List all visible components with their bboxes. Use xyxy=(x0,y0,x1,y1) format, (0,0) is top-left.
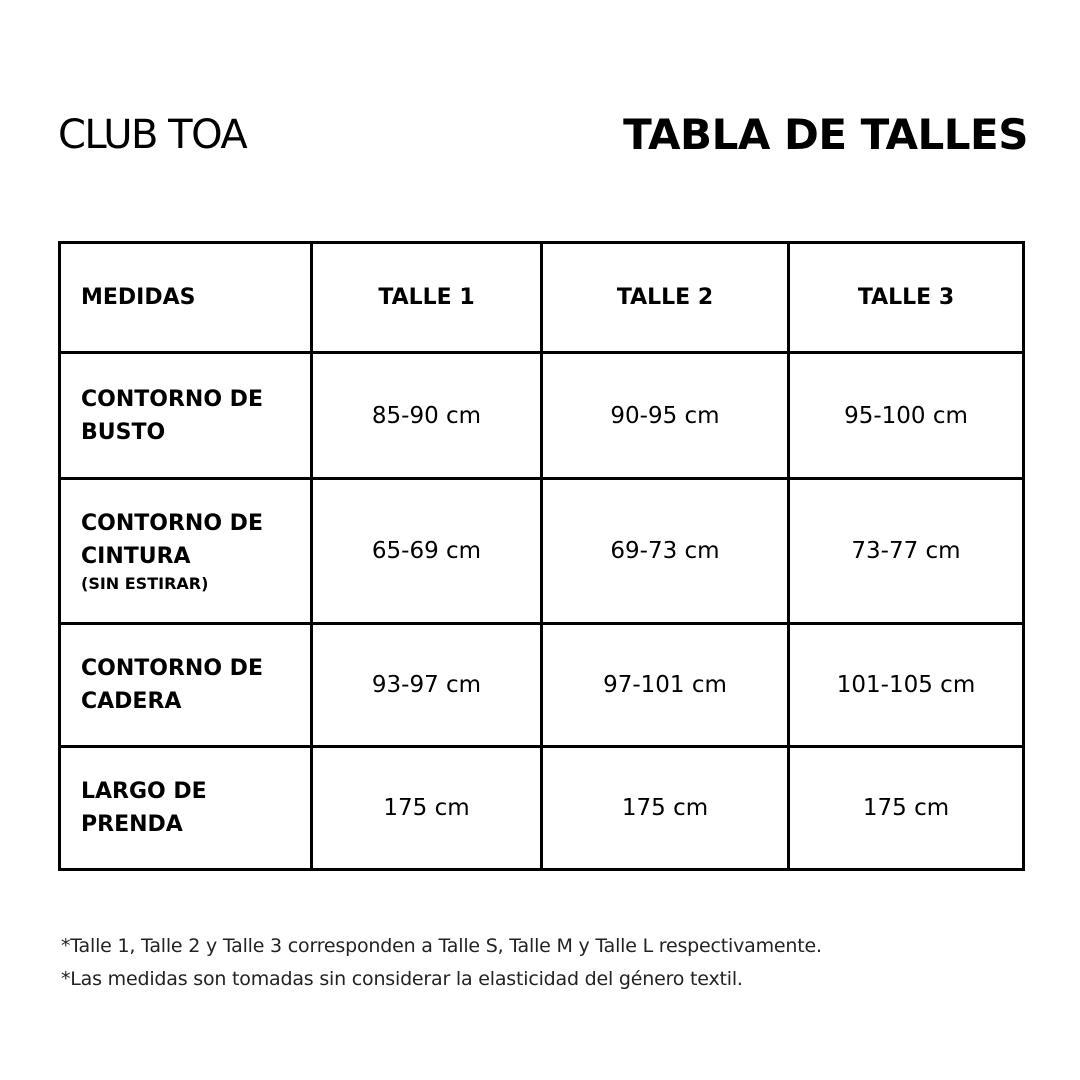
table-cell: 175 cm xyxy=(789,747,1024,870)
corner-label: MEDIDAS xyxy=(60,243,312,353)
table-header-row xyxy=(60,243,1024,353)
table-cell: 90-95 cm xyxy=(542,353,789,479)
table-row xyxy=(60,353,1024,479)
table-row xyxy=(60,747,1024,870)
table-cell: 101-105 cm xyxy=(789,624,1024,747)
table-cell: 65-69 cm xyxy=(312,479,542,624)
column-header-talle-1: TALLE 1 xyxy=(312,243,542,353)
row-label-line: CONTORNO DE xyxy=(81,386,263,412)
row-label-line: BUSTO xyxy=(81,419,166,445)
table-cell: 95-100 cm xyxy=(789,353,1024,479)
table-row xyxy=(60,479,1024,624)
size-table xyxy=(58,241,1025,871)
page-title: TABLA DE TALLES xyxy=(623,110,1028,159)
row-label-line: CADERA xyxy=(81,689,182,714)
footnote: *Las medidas son tomadas sin considerar la elasticidad del género textil. xyxy=(61,968,743,990)
table-row xyxy=(60,624,1024,747)
row-label-note: (SIN ESTIRAR) xyxy=(81,574,209,593)
table-cell: 73-77 cm xyxy=(789,479,1024,624)
row-label-busto xyxy=(60,353,312,479)
table-cell: 175 cm xyxy=(542,747,789,870)
row-label-line: LARGO DE xyxy=(81,779,207,804)
row-label-cadera xyxy=(60,624,312,747)
row-label-largo xyxy=(60,747,312,870)
footnotes xyxy=(61,930,822,996)
footnote: *Talle 1, Talle 2 y Talle 3 corresponden a Talle S, Talle M y Talle L respectivamente. xyxy=(61,935,822,957)
row-label-line: CONTORNO DE xyxy=(81,656,263,681)
row-label-line: PRENDA xyxy=(81,812,183,837)
column-header-talle-2: TALLE 2 xyxy=(542,243,789,353)
table-cell: 97-101 cm xyxy=(542,624,789,747)
column-header-talle-3: TALLE 3 xyxy=(789,243,1024,353)
row-label-line: CINTURA xyxy=(81,544,191,569)
brand-logo: CLUB TOA xyxy=(58,112,247,158)
table-cell: 175 cm xyxy=(312,747,542,870)
row-label-cintura xyxy=(60,479,312,624)
table-cell: 85-90 cm xyxy=(312,353,542,479)
table-cell: 93-97 cm xyxy=(312,624,542,747)
row-label-line: CONTORNO DE xyxy=(81,511,263,536)
table-cell: 69-73 cm xyxy=(542,479,789,624)
